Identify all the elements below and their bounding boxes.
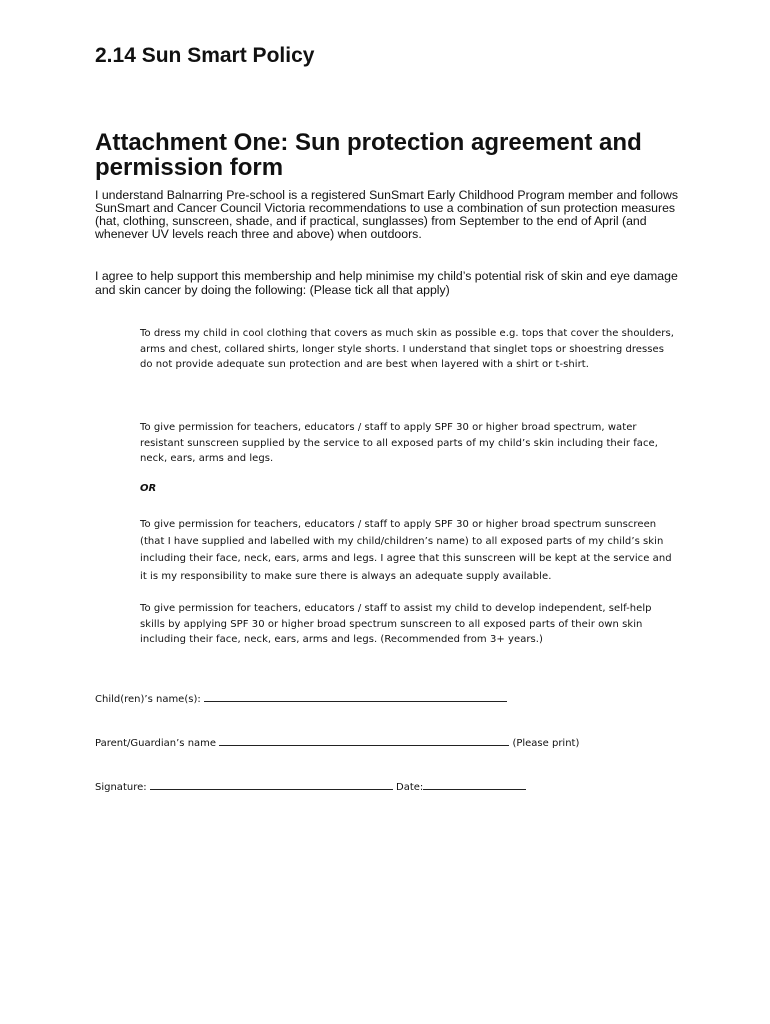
section-title: 2.14 Sun Smart Policy [95,44,315,67]
children-name-field [95,691,507,705]
parent-name-blank[interactable] [219,735,509,746]
option-service-sunscreen: To give permission for teachers, educators / staff to apply SPF 30 or higher broad spectrum, water resistant sunscreen supplied by the service to all exposed parts of my child’s skin including their face, neck, ears, arms and legs. [140,422,658,464]
date-label: Date: [396,782,424,793]
children-name-label: Child(ren)’s name(s): [95,694,201,705]
children-name-blank[interactable] [204,691,507,702]
attachment-title: Attachment One: Sun protection agreement and permission form [95,129,642,181]
agreement-paragraph: I agree to help support this membership and help minimise my child’s potential risk of skin and eye damage and skin cancer by doing the following: (Please tick all that apply) [95,269,678,297]
parent-name-note: (Please print) [512,738,580,749]
signature-field [95,779,526,793]
signature-blank[interactable] [150,779,393,790]
option-self-help: To give permission for teachers, educators / staff to assist my child to develop independent, self-help skills by applying SPF 30 or higher broad spectrum sunscreen to all exposed parts of their own skin including their face, neck, ears, arms and legs. (Recommended from 3+ years.) [140,603,652,645]
option-own-sunscreen: To give permission for teachers, educators / staff to apply SPF 30 or higher broad spectrum sunscreen (that I have supplied and labelled with my child/children’s name) to all exposed parts of my child’s skin including their face, neck, ears, arms and legs. I agree that this sunscreen will be kept at the service and it is my responsibility to make sure there is always an adequate supply available. [140,519,672,582]
intro-paragraph: I understand Balnarring Pre-school is a registered SunSmart Early Childhood Program member and follows SunSmart and Cancer Council Victoria recommendations to use a combination of sun protection measures (hat, clothing, sunscreen, shade, and if practical, sunglasses) from September to the end of April (and whenever UV levels reach three and above) when outdoors. [95,188,679,241]
or-label: OR [140,483,157,494]
parent-name-label: Parent/Guardian’s name [95,738,217,749]
date-blank[interactable] [423,779,526,790]
parent-name-field [95,735,579,749]
signature-label: Signature: [95,782,147,793]
option-clothing: To dress my child in cool clothing that covers as much skin as possible e.g. tops that cover the shoulders, arms and chest, collared shirts, longer style shorts. I understand that singlet tops or shoestring dresses do not provide adequate sun protection and are best when layered with a shirt or t-shirt. [140,328,674,370]
